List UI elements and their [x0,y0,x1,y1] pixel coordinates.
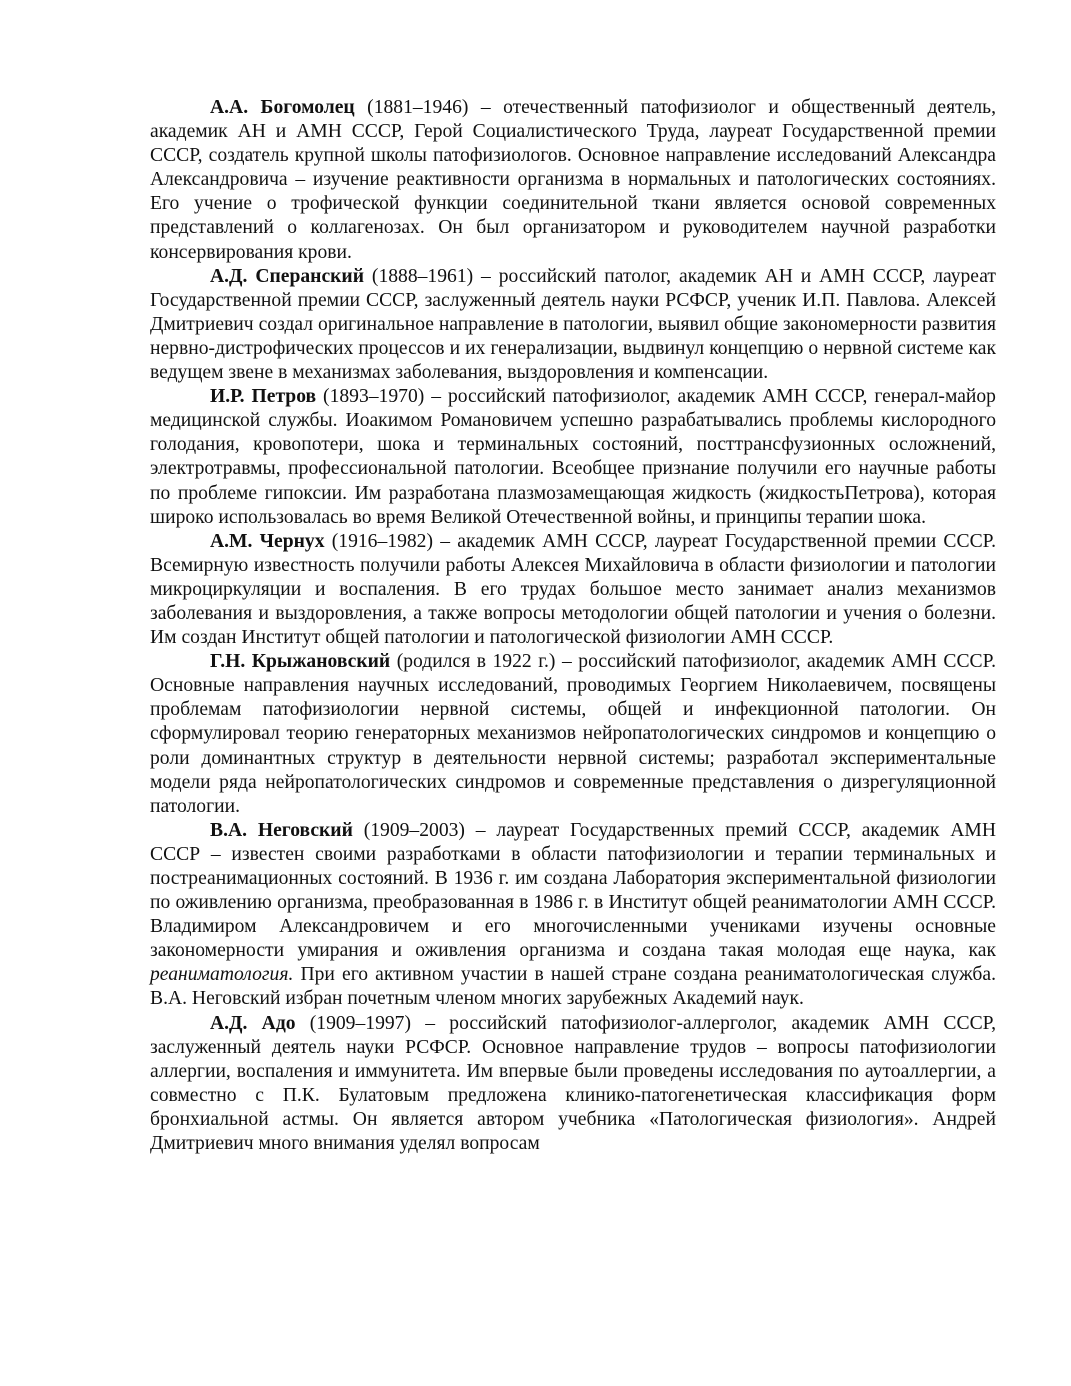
paragraph-text: (1888–1961) – российский патолог, академик АН и АМН СССР, лауреат Государственной премии СССР, заслуженный деятель науки РСФСР, ученик И.П. Павлова. Алексей Дмитриевич создал оригинальное направление в патологии, выявил общие закономерности развития нервно-дистрофических процессов и их генерализации, выдвинул концепцию о нервной системе как ведущем звене в механизмах заболевания, выздоровления и компенсации. [150,265,996,384]
paragraph-bogomolets [150,96,996,265]
paragraph-kryzhanovsky [150,650,996,819]
person-name: И.Р. Петров [210,386,317,408]
person-name: А.А. Богомолец [210,97,355,118]
paragraph-chernukh [150,530,996,650]
paragraph-speransky [150,265,996,385]
paragraph-text: (1893–1970) – российский патофизиолог, академик АМН СССР, генерал-майор медицинской службы. Иоакимом Романовичем успешно разрабатывались проблемы кислородного голодания, кровопотери, шока и терминальных состояний, посттрансфузионных осложнений, электротравмы, профессиональной патологии. Всеобщее признание получили его научные работы по проблеме гипоксии. Им разработана плазмозамещающая жидкость (жидкостьПетрова), которая широко использовалась во время Великой Отечественной войны, и принципы терапии шока. [150,386,996,528]
person-name: В.А. Неговский [210,819,353,841]
paragraph-text: (1881–1946) – отечественный патофизиолог и общественный деятель, академик АН и АМН СССР, Герой Социалистического Труда, лауреат Государственной премии СССР, создатель крупной школы патофизиологов. Основное направление исследований Александра Александровича – изучение реактивности организма в нормальных и патологических состояниях. Его учение о трофической функции соединительной ткани является основой современных представлений о коллагенозах. Он был организатором и руководителем научной разработки консервирования крови. [150,97,996,263]
document-page [150,96,996,1156]
paragraph-negovsky [150,819,996,1012]
paragraph-ado [150,1012,996,1157]
person-name: А.Д. Сперанский [210,265,365,287]
person-name: А.Д. Адо [210,1012,296,1034]
paragraph-text: (родился в 1922 г.) – российский патофизиолог, академик АМН СССР. Основные направления научных исследований, проводимых Георгием Николаевичем, посвящены проблемам патофизиологии нервной системы, общей и инфекционной патологии. Он сформулировал теорию генераторных механизмов нейропатологических синдромов и концепцию о роли доминантных структур в деятельности нервной системы; разработал экспериментальные модели ряда нейропатологических синдромов и современные представления о дизрегуляционной патологии. [150,651,996,817]
paragraph-text: (1909–1997) – российский патофизиолог-аллерголог, академик АМН СССР, заслуженный деятель науки РСФСР. Основное направление трудов – вопросы патофизиологии аллергии, воспаления и иммунитета. Им впервые были проведены исследования по аутоаллергии, а совместно с П.К. Булатовым предложена клинико-патогенетическая классификация форм бронхиальной астмы. Он является автором учебника «Патологическая физиология». Андрей Дмитриевич много внимания уделял вопросам [150,1012,996,1155]
emphasized-term: реаниматология. [150,964,294,986]
person-name: А.М. Чернух [210,530,325,552]
paragraph-petrov [150,385,996,530]
paragraph-text: (1909–2003) – лауреат Государственных премий СССР, академик АМН СССР – известен своими разработками в области патофизиологии и терапии терминальных и постреанимационных состояний. В 1936 г. им создана Лаборатория экспериментальной физиологии по оживлению организма, преобразованная в 1986 г. в Институт общей реаниматологии АМН СССР. Владимиром Александровичем и его многочисленными учениками изучены основные закономерности умирания и оживления организма и создана такая молодая еще наука, как [150,819,996,962]
paragraph-text-continued: При его активном участии в нашей стране создана реаниматологическая служба. В.А. Неговский избран почетным членом многих зарубежных Академий наук. [150,964,996,1010]
paragraph-text: (1916–1982) – академик АМН СССР, лауреат Государственной премии СССР. Всемирную известность получили работы Алексея Михайловича в области физиологии и патологии микроциркуляции и воспаления. В его трудах большое место занимает анализ механизмов заболевания и выздоровления, а также вопросы методологии общей патологии и учения о болезни. Им создан Институт общей патологии и патологической физиологии АМН СССР. [150,530,996,649]
person-name: Г.Н. Крыжановский [210,651,391,673]
